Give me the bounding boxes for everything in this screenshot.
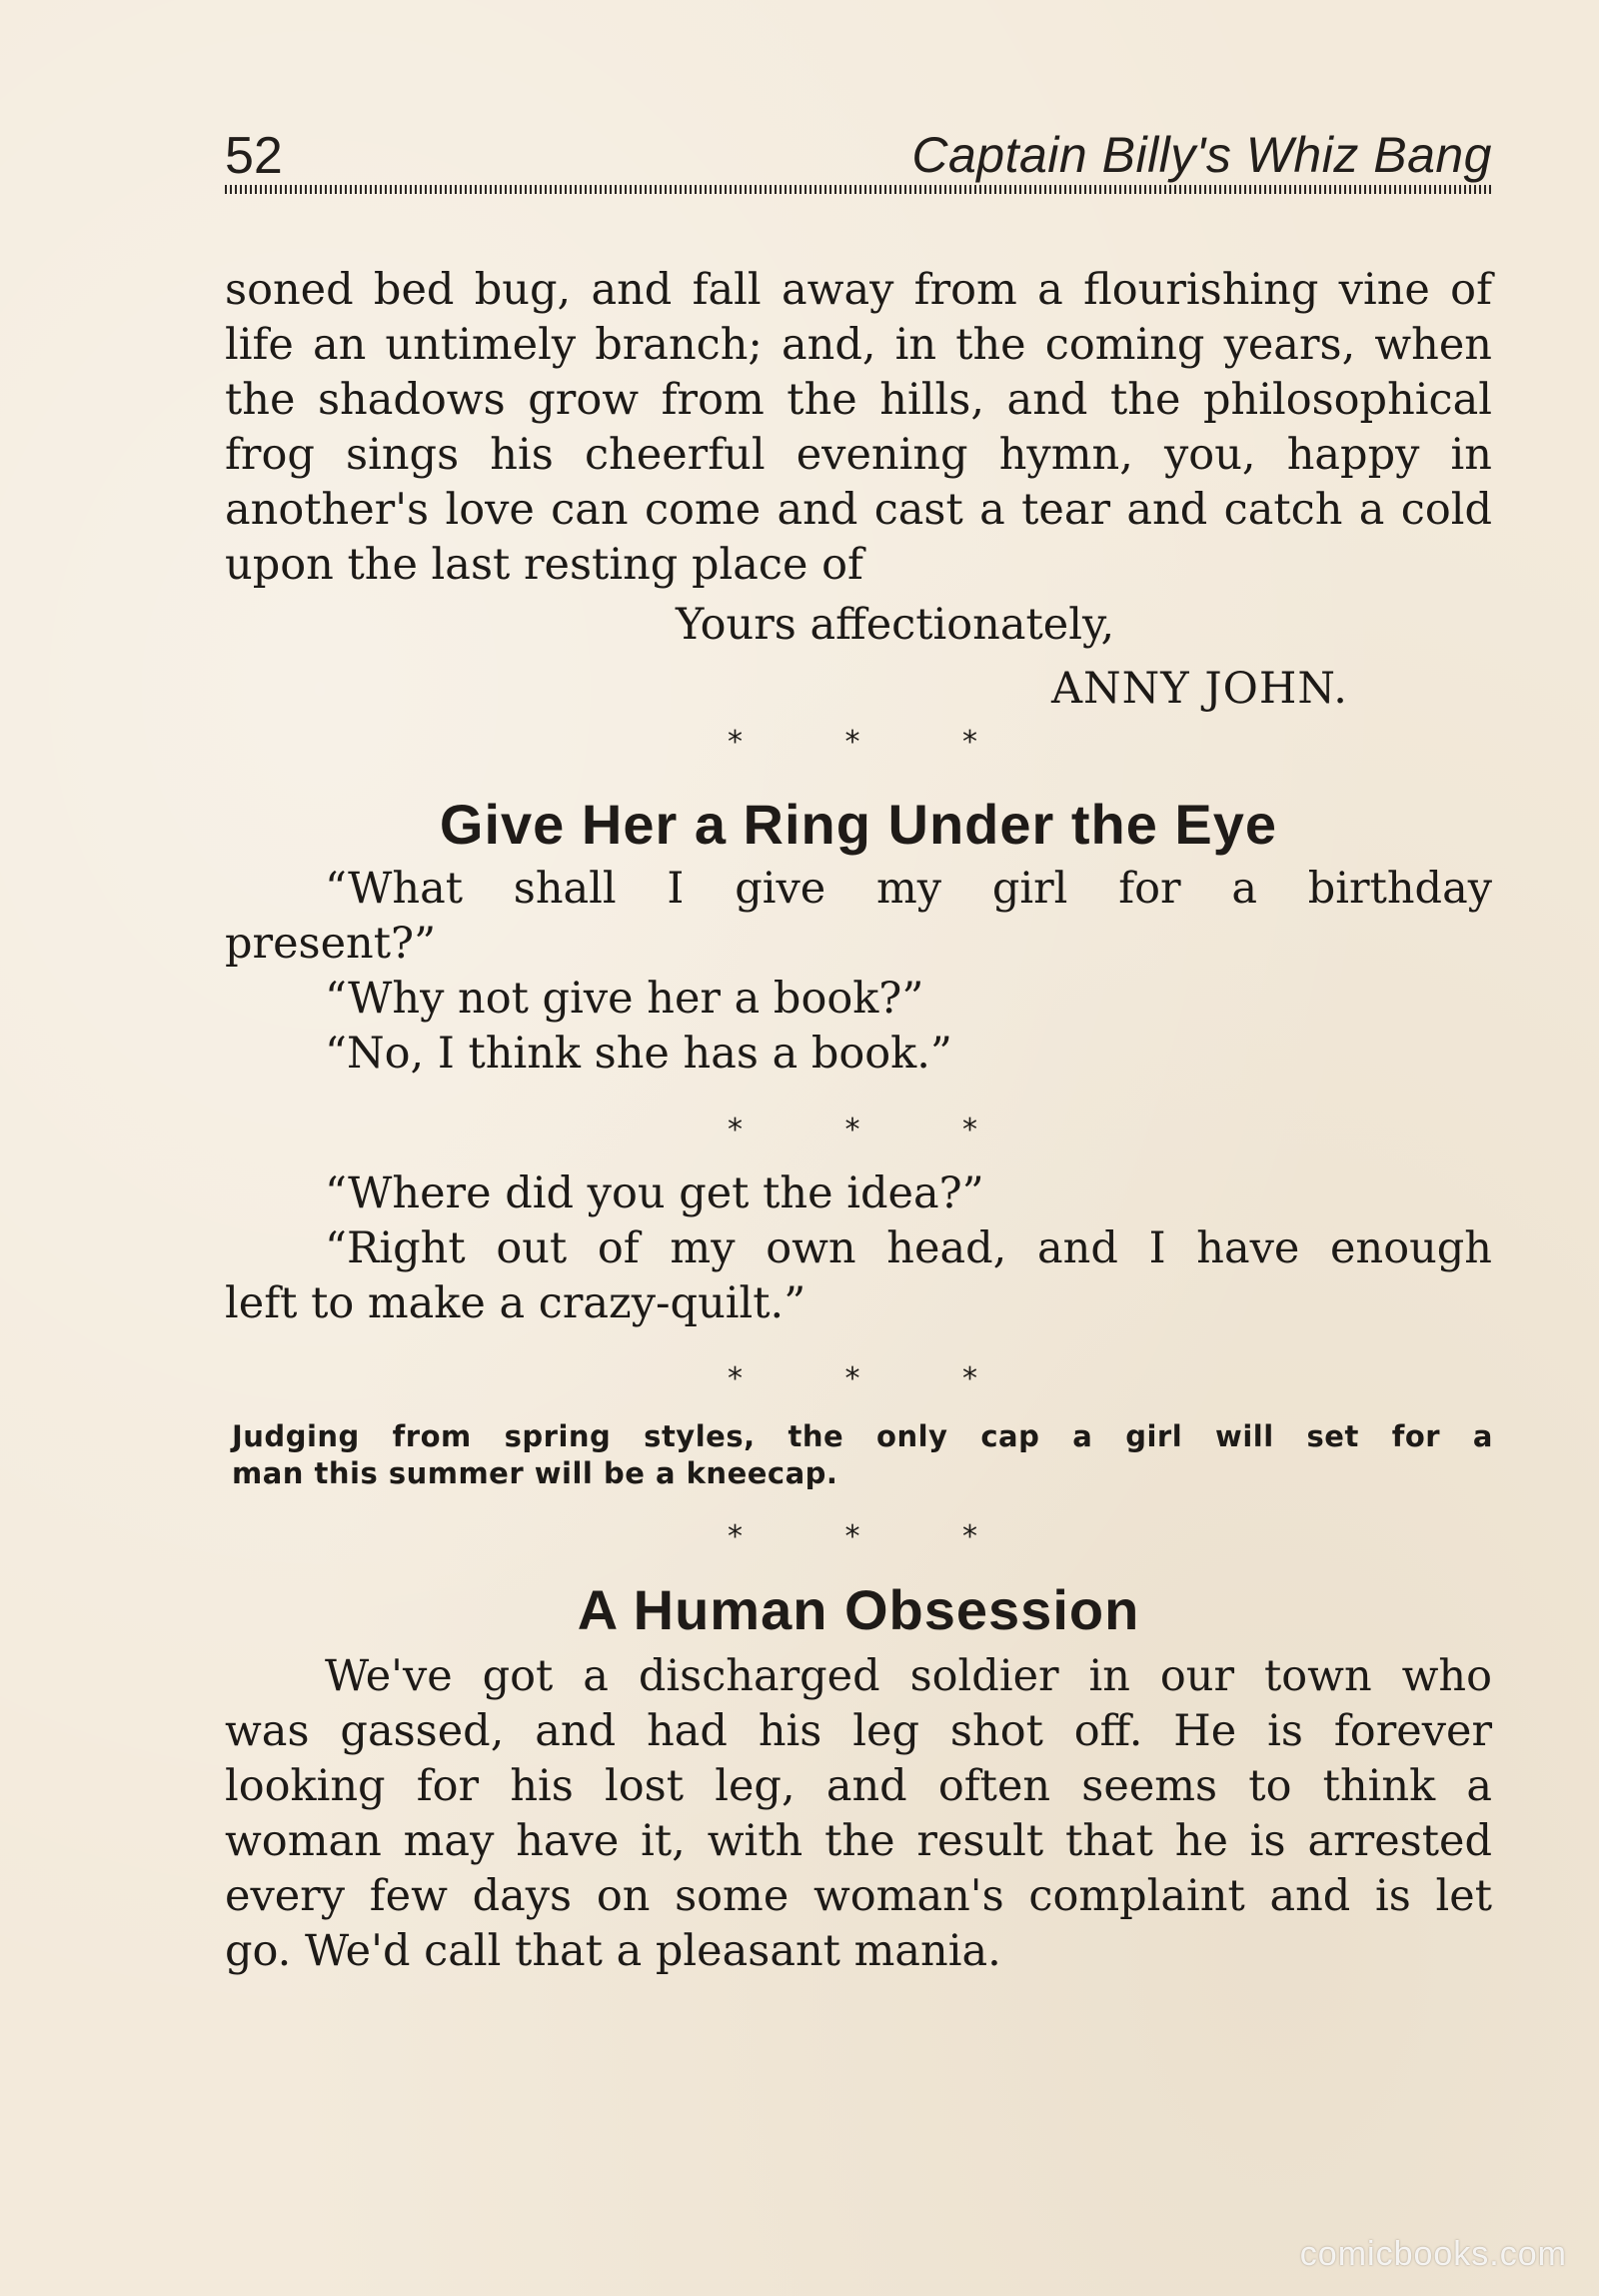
text-line: present?” [225,919,437,969]
story-heading: Give Her a Ring Under the Eye [439,793,1278,856]
letter-closing: Yours affectionately, [676,600,1115,650]
separator-star: * [844,1519,860,1554]
text-line: looking for his lost leg, and often seems to think a [225,1761,1492,1811]
section-separator [728,1519,977,1554]
site-watermark: comicbooks.com [1299,2235,1567,2273]
separator-star: * [844,1113,860,1148]
separator-star: * [728,725,743,760]
text-line: life an untimely branch; and, in the coming years, when [225,320,1492,370]
text-line: “Right out of my own head, and I have enough [325,1223,1492,1273]
separator-star: * [728,1519,743,1554]
section-separator [728,1113,977,1148]
section-separator [728,1361,977,1396]
separator-star: * [962,1113,977,1148]
text-line: upon the last resting place of [225,540,863,590]
text-line: another's love can come and cast a tear and catch a cold [225,485,1492,535]
text-line: “Where did you get the idea?” [325,1168,984,1218]
text-line: “Why not give her a book?” [325,974,924,1024]
story-heading: A Human Obsession [577,1578,1140,1641]
section-separator [728,725,977,760]
text-line: every few days on some woman's complaint and is let [225,1871,1492,1921]
header-rule [225,185,1492,194]
text-line: We've got a discharged soldier in our town who [325,1651,1492,1701]
page-header [225,118,1492,188]
text-line: was gassed, and had his leg shot off. He is forever [225,1706,1492,1756]
text-line: “No, I think she has a book.” [325,1029,952,1079]
page-number: 52 [225,127,283,185]
text-line: Judging from spring styles, the only cap a girl will set for a [232,1419,1493,1453]
letter-signature: ANNY JOHN. [1051,664,1348,714]
separator-star: * [728,1113,743,1148]
letter-continuation [225,263,1492,593]
text-line: “What shall I give my girl for a birthday [325,864,1492,914]
text-line: frog sings his cheerful evening hymn, you, happy in [225,430,1492,480]
separator-star: * [844,1361,860,1396]
separator-star: * [962,1519,977,1554]
text-line: woman may have it, with the result that he is arrested [225,1816,1492,1866]
obsession-story-body [225,1649,1492,1979]
text-line: left to make a crazy-quilt.” [225,1278,806,1328]
separator-star: * [728,1361,743,1396]
text-line: man this summer will be a kneecap. [232,1456,838,1490]
text-line: the shadows grow from the hills, and the philosophical [225,375,1492,425]
spring-styles-joke [232,1418,1493,1492]
text-line: soned bed bug, and fall away from a flourishing vine of [225,265,1492,315]
text-line: go. We'd call that a pleasant mania. [225,1926,1001,1976]
separator-star: * [962,1361,977,1396]
ring-story-body [225,862,1492,1082]
separator-star: * [844,725,860,760]
running-title: Captain Billy's Whiz Bang [911,127,1492,183]
separator-star: * [962,725,977,760]
idea-joke-body [225,1166,1492,1331]
